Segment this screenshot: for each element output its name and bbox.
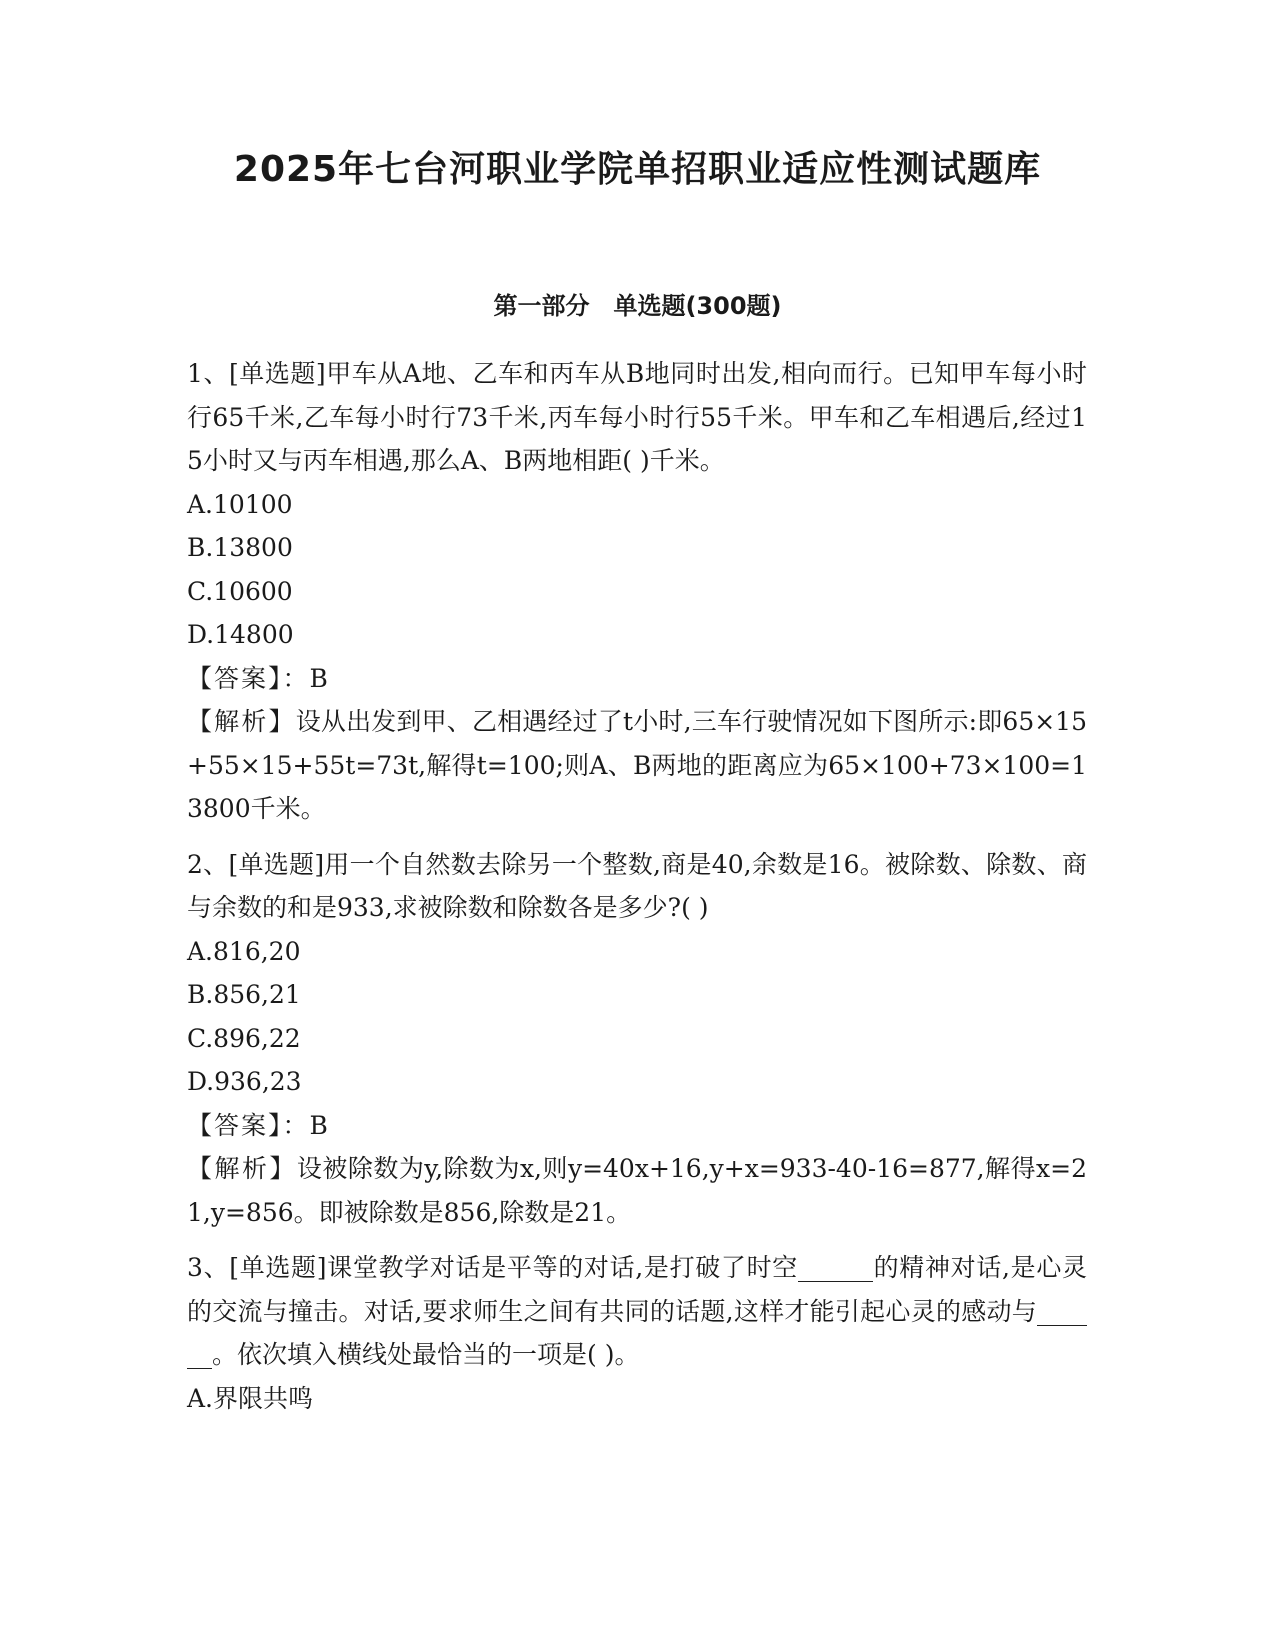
question-answer (187, 1104, 1087, 1148)
question-item (187, 1246, 1087, 1420)
section-title: 第一部分 单选题(300题) (493, 292, 782, 320)
question-stem: 1、[单选题]甲车从A地、乙车和丙车从B地同时出发,相向而行。已知甲车每小时行65千米,乙车每小时行73千米,丙车每小时行55千米。甲车和乙车相遇后,经过15小时又与丙车相遇,那么A、B两地相距( )千米。 (187, 359, 1087, 475)
question-option: C.10600 (187, 576, 293, 606)
question-option: A.816,20 (187, 936, 301, 966)
question-option: C.896,22 (187, 1023, 301, 1053)
answer-value: B (309, 1110, 328, 1140)
analysis-text: 设从出发到甲、乙相遇经过了t小时,三车行驶情况如下图所示:即65×15+55×15+55t=73t,解得t=100;则A、B两地的距离应为65×100+73×100=13800千米。 (187, 707, 1087, 823)
question-list (187, 352, 1087, 1432)
question-item (187, 843, 1087, 1235)
question-option: D.936,23 (187, 1067, 302, 1096)
question-stem: 2、[单选题]用一个自然数去除另一个整数,商是40,余数是16。被除数、除数、商与余数的和是933,求被除数和除数各是多少?( ) (187, 849, 1087, 922)
question-answer (187, 657, 1087, 701)
question-analysis (187, 700, 1087, 831)
analysis-text: 设被除数为y,除数为x,则y=40x+16,y+x=933-40-16=877,解得x=21,y=856。即被除数是856,除数是21。 (187, 1154, 1087, 1227)
analysis-tag: 【解析】 (187, 1154, 297, 1183)
question-option: B.856,21 (187, 980, 301, 1009)
question-option: B.13800 (187, 533, 293, 562)
question-option: D.14800 (187, 620, 294, 649)
answer-value: B (309, 663, 328, 693)
question-stem: 3、[单选题]课堂教学对话是平等的对话,是打破了时空______的精神对话,是心灵的交流与撞击。对话,要求师生之间有共同的话题,这样才能引起心灵的感动与______。依次填入横线处最恰当的一项是( )。 (187, 1253, 1087, 1369)
question-option: A.界限共鸣 (187, 1383, 314, 1413)
question-analysis (187, 1147, 1087, 1234)
answer-tag: 【答案】： (187, 663, 310, 693)
answer-tag: 【答案】： (187, 1110, 310, 1140)
analysis-tag: 【解析】 (187, 707, 296, 736)
question-option: A.10100 (187, 489, 293, 519)
question-item (187, 352, 1087, 831)
document-title: 2025年七台河职业学院单招职业适应性测试题库 (233, 149, 1042, 190)
